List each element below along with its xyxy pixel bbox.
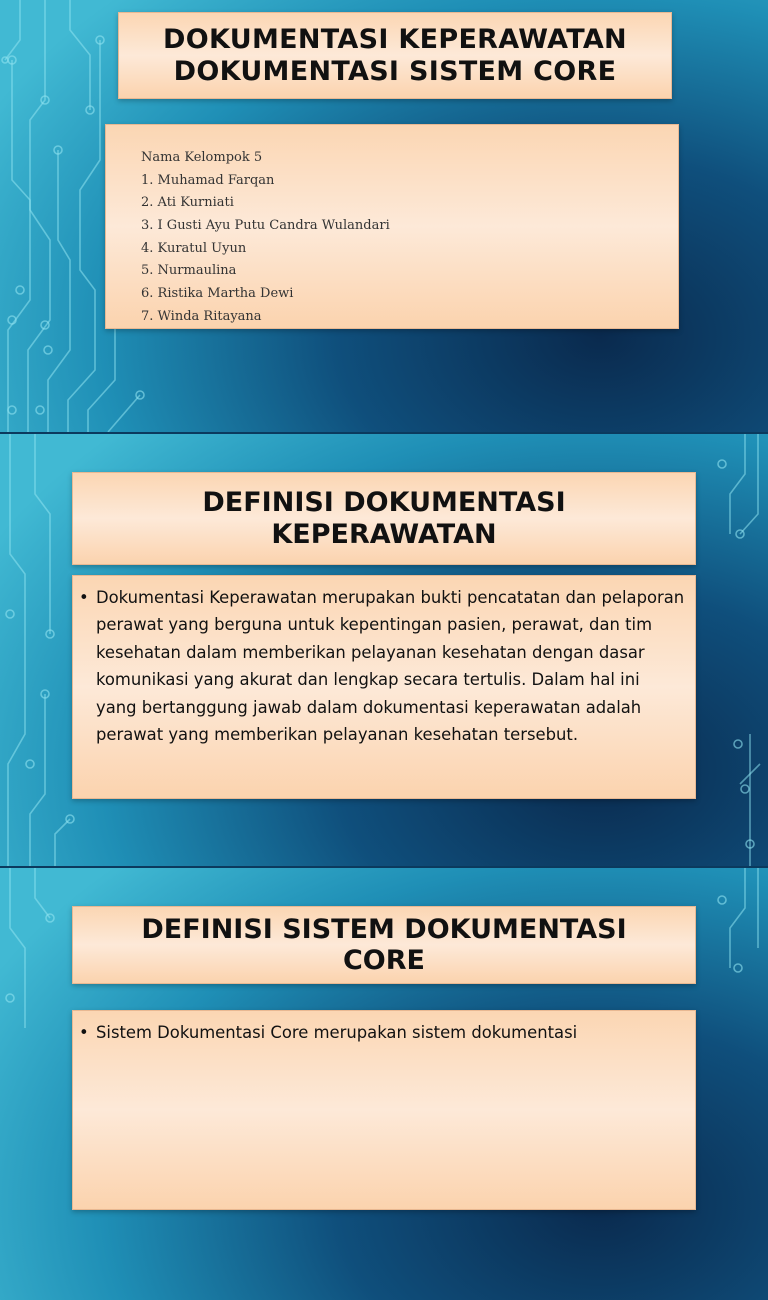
group-label: Nama Kelompok 5 bbox=[141, 150, 263, 165]
member-item: 1. Muhamad Farqan bbox=[141, 172, 275, 188]
member-item: 4. Kuratul Uyun bbox=[141, 240, 247, 256]
member-item: 3. I Gusti Ayu Putu Candra Wulandari bbox=[141, 218, 390, 234]
slide-1-title-line-2: DOKUMENTASI SISTEM CORE bbox=[173, 55, 617, 87]
member-item: 6. Ristika Martha Dewi bbox=[141, 286, 294, 302]
slide-2-title-line-1: DEFINISI DOKUMENTASI bbox=[202, 487, 566, 519]
slide-3 bbox=[0, 868, 768, 1300]
definition-box bbox=[72, 575, 696, 799]
bullet-marker: • bbox=[79, 588, 89, 607]
definition-text: Dokumentasi Keperawatan merupakan bukti pencatatan dan pelaporan perawat yang berguna untuk kepentingan pasien, perawat, dan tim kesehatan dalam memberikan pelayanan kesehatan dengan dasar komunikasi yang akurat dan lengkap secara tertulis. Dalam hal ini yang bertanggung jawab dalam dokumentasi keperawatan adalah perawat yang memberikan pelayanan kesehatan tersebut. bbox=[96, 588, 685, 745]
bullet-marker: • bbox=[79, 1023, 89, 1042]
slide-2-title bbox=[72, 472, 696, 565]
slide-1-title-line-1: DOKUMENTASI KEPERAWATAN bbox=[163, 24, 627, 56]
slide-1-title bbox=[118, 12, 672, 99]
member-item: 5. Nurmaulina bbox=[141, 263, 237, 279]
slide-2 bbox=[0, 434, 768, 866]
member-item: 7. Winda Ritayana bbox=[141, 308, 262, 324]
slide-3-title bbox=[72, 906, 696, 984]
member-item: 2. Ati Kurniati bbox=[141, 195, 234, 211]
slide-3-title-line-2: CORE bbox=[342, 945, 425, 976]
slide-3-title-line-1: DEFINISI SISTEM DOKUMENTASI bbox=[141, 913, 627, 945]
slide-1 bbox=[0, 0, 768, 432]
group-members-box bbox=[105, 124, 679, 329]
slide-2-title-line-2: KEPERAWATAN bbox=[271, 518, 497, 550]
definition-text: Sistem Dokumentasi Core merupakan sistem dokumentasi bbox=[96, 1023, 578, 1042]
definition-box bbox=[72, 1010, 696, 1210]
